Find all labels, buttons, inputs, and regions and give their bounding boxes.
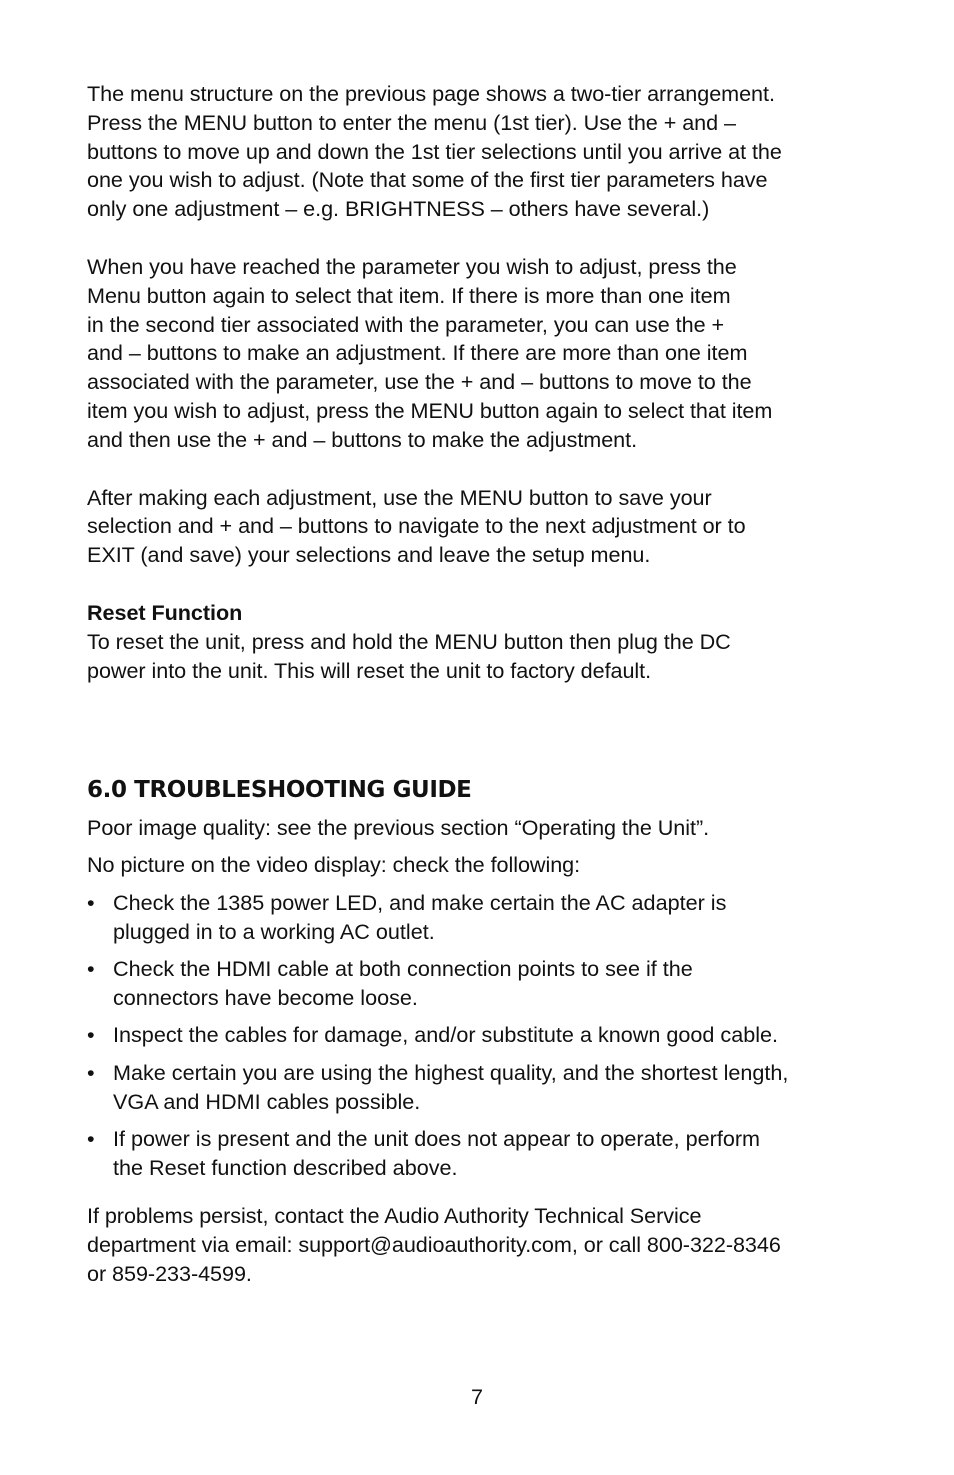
bullet-icon: •: [87, 956, 95, 982]
troubleshooting-checklist: [87, 889, 887, 1183]
reset-function-section: [87, 599, 887, 685]
troubleshooting-heading: 6.0 TROUBLESHOOTING GUIDE: [87, 777, 472, 804]
page-number: 7: [470, 1384, 483, 1409]
list-item: [87, 1125, 887, 1183]
text-line: in the second tier associated with the parameter, you can use the +: [87, 311, 725, 337]
bullet-icon: •: [87, 1125, 95, 1151]
poor-image-quality-text: Poor image quality: see the previous section “Operating the Unit”.: [87, 815, 710, 841]
text-line: or 859-233-4599.: [87, 1261, 252, 1287]
text-line: buttons to move up and down the 1st tier selections until you arrive at the: [87, 138, 782, 164]
bullet-icon: •: [87, 1022, 95, 1048]
menu-structure-paragraph: [87, 80, 887, 224]
text-line: To reset the unit, press and hold the MENU button then plug the DC: [87, 628, 731, 654]
text-line: plugged in to a working AC outlet.: [113, 918, 435, 944]
text-line: connectors have become loose.: [113, 984, 418, 1010]
text-line: power into the unit. This will reset the unit to factory default.: [87, 657, 652, 683]
text-line: and – buttons to make an adjustment. If there are more than one item: [87, 340, 748, 366]
text-line: Make certain you are using the highest quality, and the shortest length,: [113, 1059, 789, 1085]
reset-function-title: Reset Function: [87, 599, 243, 625]
text-line: only one adjustment – e.g. BRIGHTNESS – others have several.): [87, 196, 710, 222]
text-line: Inspect the cables for damage, and/or substitute a known good cable.: [113, 1022, 779, 1048]
list-item: [87, 1021, 887, 1050]
no-picture-text: No picture on the video display: check the following:: [87, 852, 581, 878]
list-item: [87, 1059, 887, 1117]
bullet-icon: •: [87, 1059, 95, 1085]
text-line: Check the 1385 power LED, and make certain the AC adapter is: [113, 889, 727, 915]
text-line: associated with the parameter, use the + and – buttons to move to the: [87, 369, 752, 395]
contact-support-paragraph: [87, 1202, 887, 1288]
manual-page: [87, 80, 887, 1289]
text-line: Check the HDMI cable at both connection points to see if the: [113, 956, 693, 982]
text-line: When you have reached the parameter you wish to adjust, press the: [87, 253, 737, 279]
list-item: [87, 955, 887, 1013]
text-line: After making each adjustment, use the MENU button to save your: [87, 484, 712, 510]
text-line: item you wish to adjust, press the MENU button again to select that item: [87, 397, 773, 423]
text-line: The menu structure on the previous page shows a two-tier arrangement.: [87, 81, 775, 106]
bullet-icon: •: [87, 889, 95, 915]
text-line: selection and + and – buttons to navigate to the next adjustment or to: [87, 513, 746, 539]
text-line: department via email: support@audioauthority.com, or call 800-322-8346: [87, 1232, 781, 1258]
text-line: one you wish to adjust. (Note that some of the first tier parameters have: [87, 167, 768, 193]
text-line: Menu button again to select that item. If there is more than one item: [87, 282, 731, 308]
text-line: If power is present and the unit does not appear to operate, perform: [113, 1125, 761, 1151]
text-line: and then use the + and – buttons to make the adjustment.: [87, 426, 638, 452]
text-line: If problems persist, contact the Audio Authority Technical Service: [87, 1203, 702, 1229]
list-item: [87, 889, 887, 947]
text-line: the Reset function described above.: [113, 1154, 458, 1180]
text-line: VGA and HDMI cables possible.: [113, 1088, 421, 1114]
text-line: EXIT (and save) your selections and leave the setup menu.: [87, 542, 651, 568]
text-line: Press the MENU button to enter the menu (1st tier). Use the + and –: [87, 109, 736, 135]
parameter-adjust-paragraph: [87, 253, 887, 455]
save-adjustment-paragraph: [87, 484, 887, 570]
